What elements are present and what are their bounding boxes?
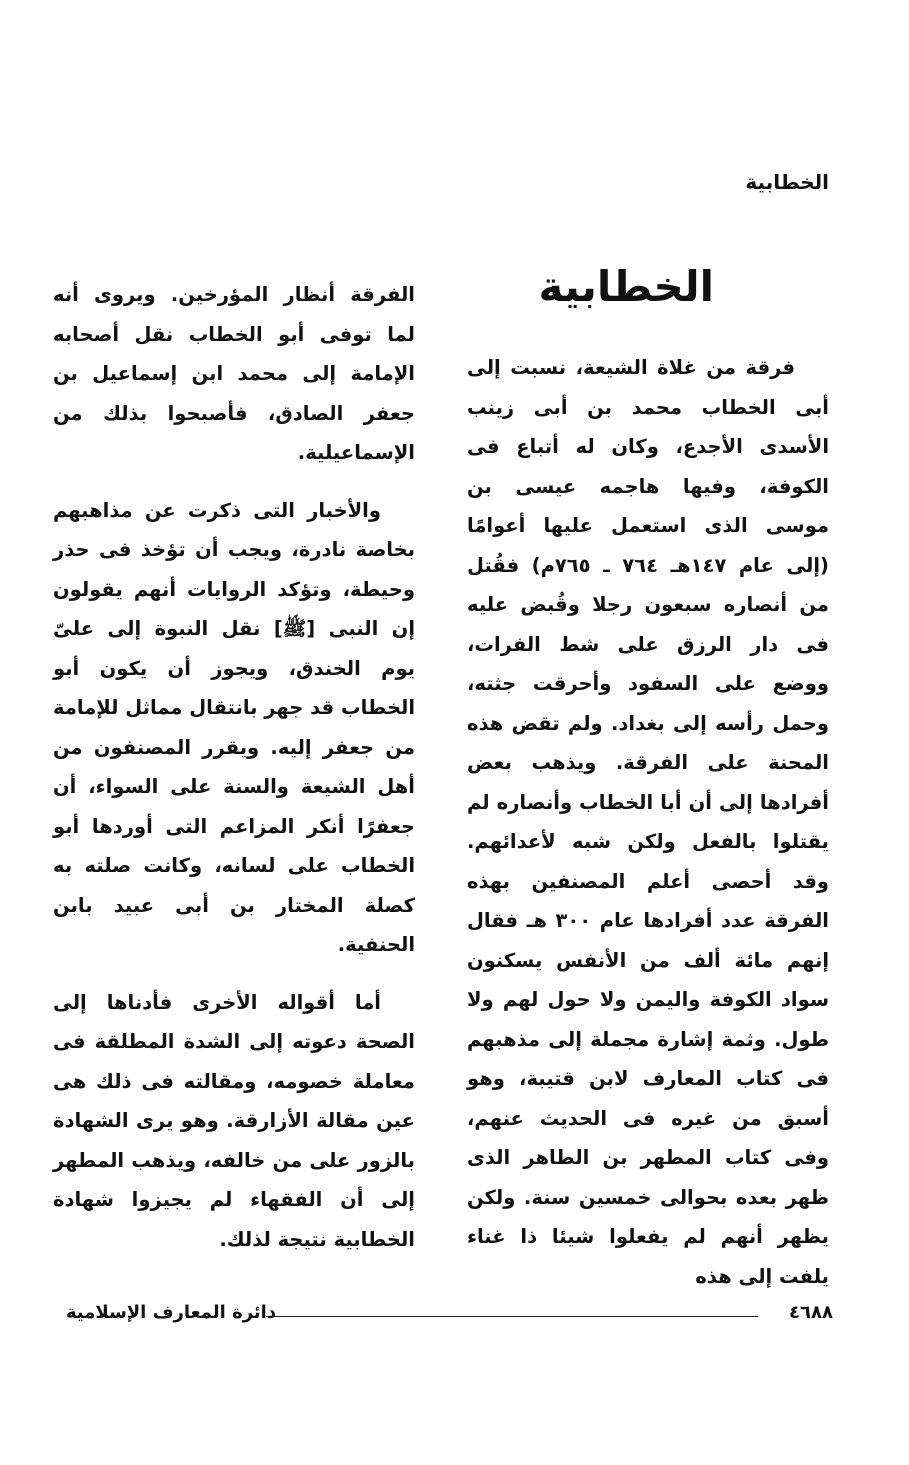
footer-divider: [266, 1316, 758, 1317]
publication-title: دائرة المعارف الإسلامية: [66, 1302, 277, 1323]
right-text-column: [467, 348, 829, 1296]
paragraph: فرقة من غلاة الشيعة، نسبت إلى أبى الخطاب محمد بن أبى زينب الأسدى الأجدع، وكان له أتباع فى الكوفة، وفيها هاجمه عيسى بن موسى الذى استعمل عليها أعوامًا (إلى عام ١٤٧هـ ٧٦٤ ـ ٧٦٥م) فقُتل من أنصاره سبعون رجلا وقُبض عليه فى دار الرزق على شط الفرات، ووضع على السفود وأحرقت جثته، وحمل رأسه إلى بغداد. ولم تقض هذه المحنة على الفرقة. ويذهب بعض أفرادها إلى أن أبا الخطاب وأنصاره لم يقتلوا بالفعل ولكن شبه لأعدائهم. وقد أحصى أعلم المصنفين بهذه الفرقة عدد أفرادها عام ٣٠٠ هـ فقال إنهم مائة ألف من الأنفس يسكنون سواد الكوفة واليمن ولا حول لهم ولا طول. وثمة إشارة مجملة إلى مذهبهم فى كتاب المعارف لابن قتيبة، وهو أسبق من غيره فى الحديث عنهم، وفى كتاب المطهر بن الطاهر الذى ظهر بعده بحوالى خمسين سنة. ولكن يظهر أنهم لم يفعلوا شيئا ذا غناء يلفت إلى هذه: [467, 356, 829, 1288]
running-header-title: الخطابية: [745, 170, 829, 194]
page-number: ٤٦٨٨: [789, 1302, 833, 1323]
page-footer: [66, 1302, 833, 1332]
paragraph: الفرقة أنظار المؤرخين. ويروى أنه لما توفى أبو الخطاب نقل أصحابه الإمامة إلى محمد ابن إسماعيل بن جعفر الصادق، فأصبحوا بذلك من الإسماعيلية.: [53, 283, 415, 464]
paragraph: أما أقواله الأخرى فأدناها إلى الصحة دعوته إلى الشدة المطلقة فى معاملة خصومه، ومقالته فى ذلك هى عين مقالة الأزارقة. وهو يرى الشهادة بالزور على من خالفه، ويذهب المطهر إلى أن الفقهاء لم يجيزوا شهادة الخطابية نتيجة لذلك.: [53, 990, 415, 1251]
paragraph: والأخبار التى ذكرت عن مذاهبهم بخاصة نادرة، ويجب أن تؤخذ فى حذر وحيطة، وتؤكد الروايات أنهم يقولون إن النبى [ﷺ] نقل النبوة إلى علىّ يوم الخندق، ويجوز أن يكون أبو الخطاب قد جهر بانتقال مماثل للإمامة من جعفر إليه. ويقرر المصنفون من أهل الشيعة والسنة على السواء، أن جعفرًا أنكر المزاعم التى أوردها أبو الخطاب على لسانه، وكانت صلته به كصلة المختار بن أبى عبيد بابن الحنفية.: [53, 498, 415, 956]
left-text-column: [53, 275, 415, 1259]
article-title: الخطابية: [538, 262, 714, 311]
